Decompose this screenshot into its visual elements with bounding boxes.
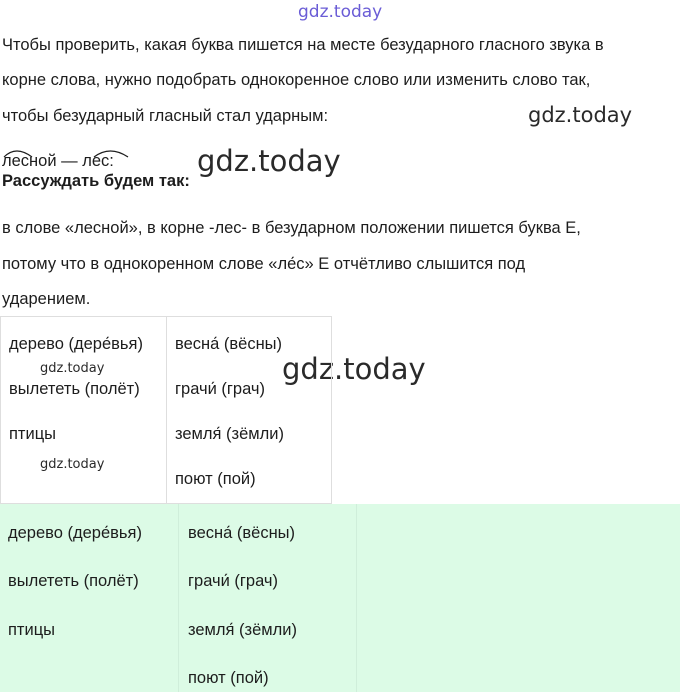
table-cell: дерево (дере́вья) (8, 524, 142, 542)
watermark: gdz.today (197, 144, 341, 178)
word-table-1 (0, 316, 332, 504)
column-divider (178, 504, 179, 692)
paragraph-line: Чтобы проверить, какая буква пишется на месте безударного гласного звука в (2, 36, 604, 54)
table-cell: земля́ (зёмли) (188, 621, 297, 639)
table-cell: дерево (дере́вья) (9, 335, 143, 353)
watermark: gdz.today (40, 457, 105, 472)
paragraph-line: чтобы безударный гласный стал ударным: (2, 107, 329, 125)
reasoning-line: потому что в однокоренном слове «ле́с» Е отчётливо слышится под (2, 255, 526, 273)
watermark-top: gdz.today (298, 2, 383, 22)
table-cell: весна́ (вёсны) (175, 335, 283, 353)
table-cell: птицы (8, 621, 56, 639)
example-text: лесной — лес: (2, 152, 114, 170)
table-cell: птицы (9, 425, 57, 443)
table-cell: вылететь (полёт) (9, 380, 140, 398)
table-cell: земля́ (зёмли) (175, 425, 284, 443)
table-cell: грачи́ (грач) (175, 380, 266, 398)
table-cell: поют (пой) (188, 669, 269, 687)
reasoning-line: ударением. (2, 290, 91, 308)
column-divider (356, 504, 357, 692)
word-table-2 (0, 504, 680, 692)
column-divider (166, 317, 167, 503)
table-cell: весна́ (вёсны) (188, 524, 296, 542)
reasoning-line: в слове «лесной», в корне -лес- в безударном положении пишется буква Е, (2, 219, 581, 237)
example-word-pair (2, 146, 114, 170)
watermark: gdz.today (528, 103, 633, 127)
paragraph-line: корне слова, нужно подобрать однокоренное слово или изменить слово так, (2, 71, 591, 89)
table-cell: вылететь (полёт) (8, 572, 139, 590)
watermark: gdz.today (282, 352, 426, 386)
table-cell: грачи́ (грач) (188, 572, 279, 590)
table-cell: поют (пой) (175, 470, 256, 488)
watermark: gdz.today (40, 361, 105, 376)
reasoning-title: Рассуждать будем так: (2, 172, 190, 190)
